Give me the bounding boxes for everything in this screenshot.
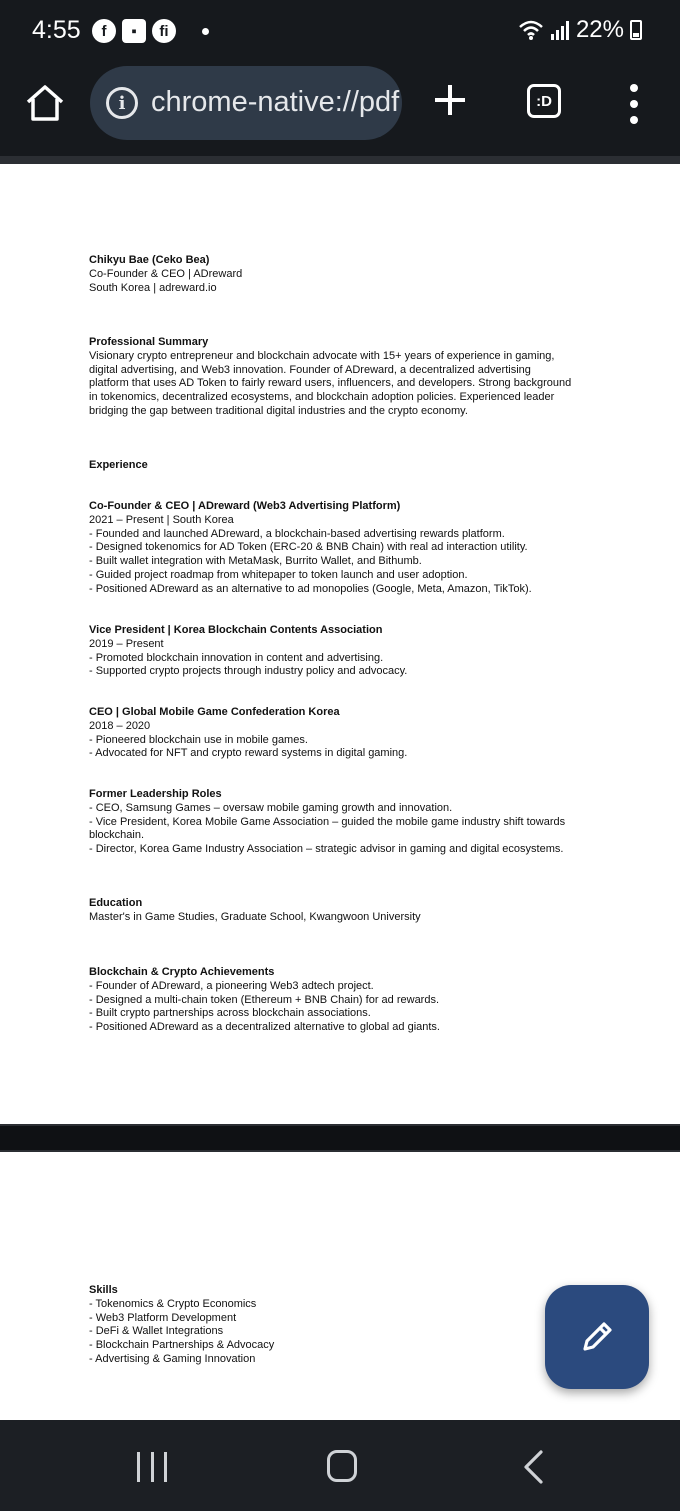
job-period: 2018 – 2020 xyxy=(89,719,151,732)
job-bullet: - Founded and launched ADreward, a blockchain-based advertising rewards platform. xyxy=(89,527,505,540)
menu-dot xyxy=(630,100,638,108)
status-bar xyxy=(0,0,680,62)
skill-line: - Web3 Platform Development xyxy=(89,1311,237,1324)
skill-line: - Advertising & Gaming Innovation xyxy=(89,1352,256,1365)
skill-line: - Tokenomics & Crypto Economics xyxy=(89,1297,257,1310)
job-title: CEO | Global Mobile Game Confederation Korea xyxy=(89,706,340,718)
pdf-page-1 xyxy=(0,164,680,1124)
page-separator xyxy=(0,1124,680,1152)
resume-role: Co-Founder & CEO | ADreward xyxy=(89,267,243,280)
edit-fab-button[interactable] xyxy=(545,1285,649,1389)
menu-dot xyxy=(630,116,638,124)
recents-bar xyxy=(151,1452,154,1482)
education-section xyxy=(89,897,421,925)
job-bullet: - Designed tokenomics for AD Token (ERC-20 & BNB Chain) with real ad interaction utility. xyxy=(89,541,528,554)
skill-line: - DeFi & Wallet Integrations xyxy=(89,1325,224,1338)
job-bullet: - Pioneered blockchain use in mobile games. xyxy=(89,733,308,746)
skills-section xyxy=(89,1284,274,1367)
system-indicators xyxy=(518,16,642,44)
resume-name: Chikyu Bae (Ceko Bea) xyxy=(89,254,210,266)
plus-icon[interactable] xyxy=(430,80,470,120)
signal-icon xyxy=(550,19,570,41)
summary-section xyxy=(89,336,571,419)
achievements-section xyxy=(89,966,440,1035)
notification-icons xyxy=(92,19,209,43)
section-heading: Experience xyxy=(89,459,148,471)
battery-percent: 22% xyxy=(575,16,624,43)
recents-icon[interactable] xyxy=(137,1452,167,1482)
job-bullet: - Promoted blockchain innovation in content and advertising. xyxy=(89,651,384,664)
more-vert-icon[interactable] xyxy=(624,84,644,124)
summary-line: platform that uses AD Token to fairly reward users, influencers, and developers. Strong background xyxy=(89,377,572,390)
section-heading: Skills xyxy=(89,1284,118,1296)
achievement-line: - Positioned ADreward as a decentralized alternative to global ad giants. xyxy=(89,1021,440,1034)
recents-bar xyxy=(137,1452,140,1482)
achievement-line: - Founder of ADreward, a pioneering Web3 adtech project. xyxy=(89,979,374,992)
skill-line: - Blockchain Partnerships & Advocacy xyxy=(89,1339,275,1352)
job-kbca xyxy=(89,624,407,679)
job-bullet: - Advocated for NFT and crypto reward systems in digital gaming. xyxy=(89,747,408,760)
former-line: blockchain. xyxy=(89,829,145,842)
facebook-profile-icon: ▪ xyxy=(122,19,146,43)
education-line: Master's in Game Studies, Graduate School, Kwangwoon University xyxy=(89,910,421,923)
battery-icon xyxy=(630,20,642,40)
job-bullet: - Guided project roadmap from whitepaper to token launch and user adoption. xyxy=(89,568,468,581)
menu-dot xyxy=(630,84,638,92)
experience-heading-block xyxy=(89,459,148,473)
pencil-icon xyxy=(577,1317,617,1357)
section-heading: Blockchain & Crypto Achievements xyxy=(89,966,275,978)
job-title: Co-Founder & CEO | ADreward (Web3 Advertising Platform) xyxy=(89,500,401,512)
job-bullet: - Positioned ADreward as an alternative to ad monopolies (Google, Meta, Amazon, TikTok). xyxy=(89,582,532,595)
summary-line: Visionary crypto entrepreneur and blockchain advocate with 15+ years of experience in gaming, xyxy=(89,349,555,362)
tab-switcher-button[interactable]: :D xyxy=(527,84,561,118)
system-nav-bar xyxy=(0,1420,680,1511)
job-gmgc xyxy=(89,706,407,761)
home-icon[interactable] xyxy=(22,80,68,126)
achievement-line: - Designed a multi-chain token (Ethereum + BNB Chain) for ad rewards. xyxy=(89,993,440,1006)
more-notifications-dot-icon xyxy=(202,28,209,35)
achievement-line: - Built crypto partnerships across blockchain associations. xyxy=(89,1007,371,1020)
job-title: Vice President | Korea Blockchain Contents Association xyxy=(89,624,383,636)
url-text[interactable]: chrome-native://pdf xyxy=(151,86,400,118)
info-icon[interactable]: i xyxy=(106,87,138,119)
summary-line: in tokenomics, decentralized ecosystems, and blockchain adoption policies. Experienced leader xyxy=(89,391,555,404)
address-bar[interactable] xyxy=(90,66,402,140)
job-bullet: - Supported crypto projects through industry policy and advocacy. xyxy=(89,665,408,678)
former-line: - Director, Korea Game Industry Association – strategic advisor in gaming and digital ecosystems. xyxy=(89,843,564,856)
facebook-icon: f xyxy=(92,19,116,43)
toolbar-divider xyxy=(0,156,680,164)
former-line: - Vice President, Korea Mobile Game Association – guided the mobile game industry shift towards xyxy=(89,815,566,828)
browser-toolbar xyxy=(0,62,680,156)
former-roles-section xyxy=(89,788,565,857)
job-period: 2021 – Present | South Korea xyxy=(89,513,234,526)
section-heading: Education xyxy=(89,897,143,909)
recents-bar xyxy=(164,1452,167,1482)
wifi-icon xyxy=(518,19,544,41)
resume-location: South Korea | adreward.io xyxy=(89,281,217,294)
section-heading: Former Leadership Roles xyxy=(89,788,222,800)
summary-line: bridging the gap between traditional digital industries and the crypto economy. xyxy=(89,404,468,417)
job-period: 2019 – Present xyxy=(89,637,164,650)
status-time: 4:55 xyxy=(32,16,81,44)
fi-app-icon: fi xyxy=(152,19,176,43)
former-line: - CEO, Samsung Games – oversaw mobile gaming growth and innovation. xyxy=(89,801,453,814)
section-heading: Professional Summary xyxy=(89,336,209,348)
job-bullet: - Built wallet integration with MetaMask, Burrito Wallet, and Bithumb. xyxy=(89,555,422,568)
back-icon[interactable] xyxy=(522,1450,544,1484)
summary-line: digital advertising, and Web3 innovation. Founder of ADreward, a decentralized advertising xyxy=(89,363,531,376)
home-nav-icon[interactable] xyxy=(327,1450,357,1482)
resume-header xyxy=(89,254,242,295)
job-adreward xyxy=(89,500,532,597)
